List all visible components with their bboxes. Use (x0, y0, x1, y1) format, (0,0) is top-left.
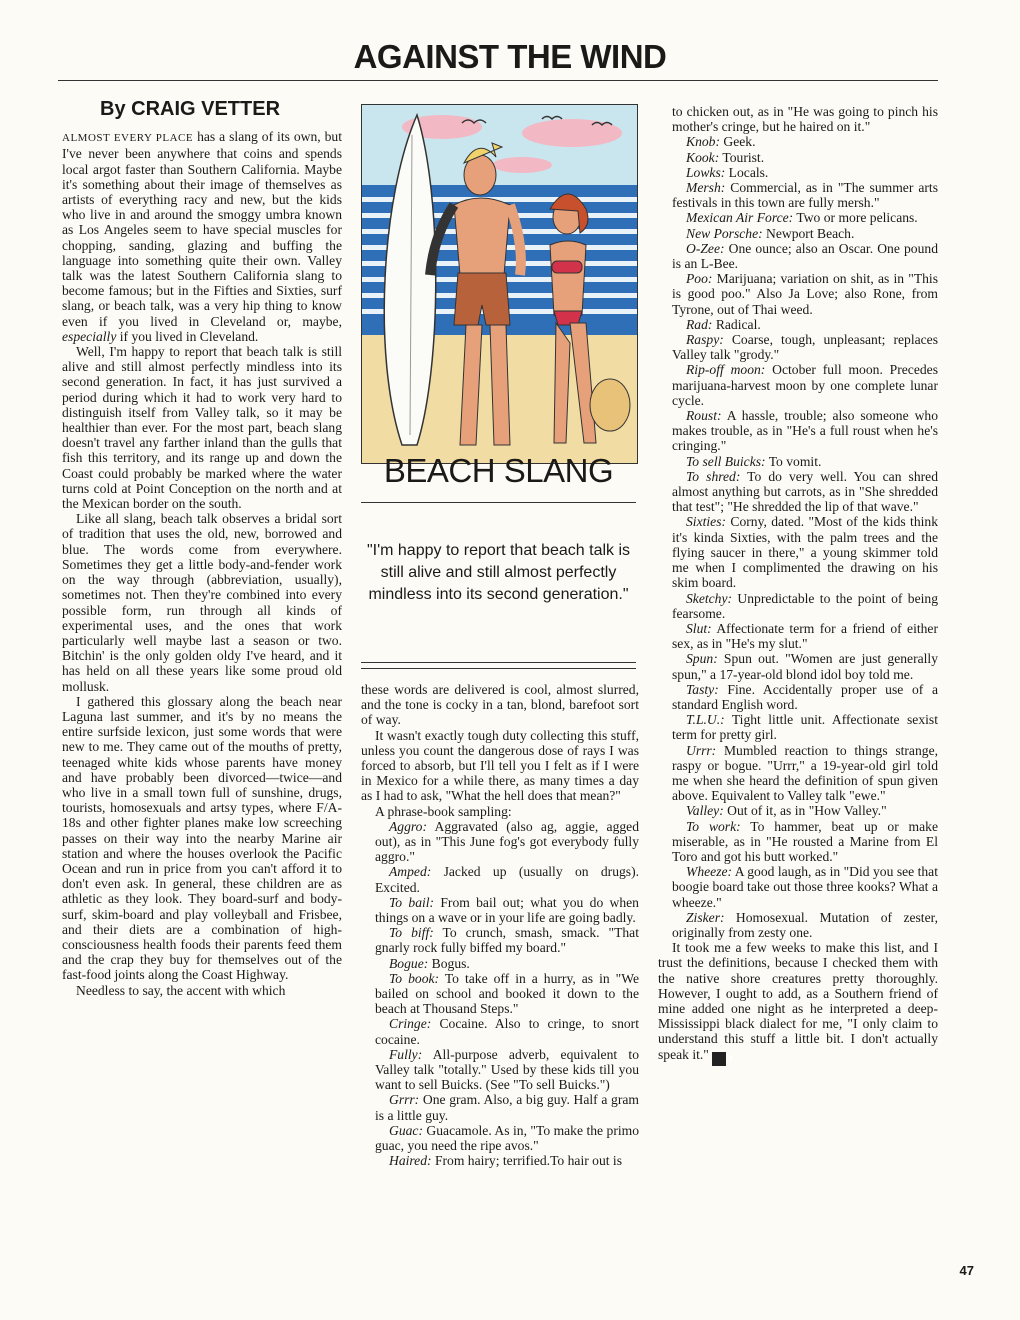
glossary-term: Slut: (686, 620, 712, 636)
glossary-definition: All-purpose adverb, equivalent to Valley talk "totally." Used by these kids till you want to sell Buicks. (See "To sell Buicks.") (375, 1046, 639, 1093)
emphasis: especially (62, 328, 117, 344)
glossary-term: To sell Buicks: (686, 453, 766, 469)
glossary-list (361, 819, 639, 1169)
glossary-term: Rad: (686, 316, 713, 332)
glossary-definition: October full moon. Precedes marijuana-harvest moon by one complete lunar cycle. (672, 362, 938, 408)
glossary-definition: Homosexual. Mutation of zester, originally from zesty one. (672, 909, 938, 940)
text: It took me a few weeks to make this list, and I trust the definitions, because I checked them with the native shore creatures pretty thoroughly. However, I ought to add, as a Southern friend of mine added one night as he interpreted a deep-Mississippi black dialect for me, "I only claim to understand this stuff a little bit. I don't actually speak it." (658, 940, 938, 1062)
section-rule (361, 502, 636, 503)
glossary-definition: A hassle, trouble; also someone who makes trouble, as in "He's a full roust when he's cringing." (672, 408, 938, 454)
paragraph (62, 129, 342, 344)
glossary-entry (658, 180, 938, 210)
glossary-definition: Commercial, as in "The summer arts festivals in this town are fully mersh." (672, 180, 938, 211)
glossary-definition: To vomit. (765, 453, 822, 469)
glossary-definition: From bail out; what you do when things on a wave or in your life are going badly. (375, 894, 639, 926)
glossary-entry (658, 864, 938, 910)
glossary-entry (658, 743, 938, 804)
glossary-term: To biff: (389, 925, 434, 941)
glossary-entry (361, 1092, 639, 1122)
glossary-definition: Marijuana; variation on shit, as in "This is good poo." Also Ja Love; also Rone, from Tyrone, out of Thai weed. (672, 271, 938, 317)
glossary-term: Kook: (686, 149, 720, 165)
glossary-entry (658, 134, 938, 149)
glossary-entry (361, 971, 639, 1017)
glossary-entry (658, 165, 938, 180)
glossary-entry (658, 621, 938, 651)
glossary-entry (658, 210, 938, 225)
text: has a slang of its own, but I've never been anywhere that coins and spends local argot faster than Southern California. Maybe it's something about their image of themselves as artists of everything racy and new, but the kids who live in and around the smoggy umbra known as Los Angeles seem to have special muscles for chopping, sanding, glazing and buffing the language into something quite their own. Valley talk was the latest Southern California slang to become famous; but in the Fifties and Sixties, surf slang, or beach talk, was a very hip thing to know even if you lived in Cleveland or, maybe, (62, 129, 342, 329)
glossary-definition: A good laugh, as in "Did you see that boogie board take out those three kooks? What a wheeze." (672, 864, 938, 910)
glossary-definition: Unpredictable to the point of being fearsome. (672, 590, 938, 621)
paragraph: I gathered this glossary along the beach near Laguna last summer, and it's by no means the entire surfside lexicon, just some words that were new to me. They came out of the mouths of pretty, teenaged white kids whose parents have money and have probably been divorced—twice—and who live in a small town full of sunshine, drugs, tourists, homosexuals and artsy types, where F/A-18s and other fighter planes make low screeching passes on their way into the nearby Marine air station and where the houses overlook the Pacific Ocean and run in price from you can't afford it to don't even ask. In general, these children are as athletic as they look. They board-surf and body-surf, skim-board and play volleyball and Frisbee, and their diets are a combination of high-consciousness health foods their parents feed them and the crap they buy for themselves out of the fast-food joints along the Coast Highway. (62, 693, 342, 983)
pull-quote-rule-2 (361, 668, 636, 669)
glossary-term: Zisker: (686, 909, 725, 925)
glossary-definition: To take off in a hurry, as in "We bailed on school and booked it down to the beach at Thousand Steps." (375, 970, 639, 1017)
glossary-term: Tasty: (686, 681, 719, 697)
glossary-term: Mexican Air Force: (686, 210, 794, 226)
glossary-term: Aggro: (389, 818, 428, 834)
glossary-entry (658, 819, 938, 865)
glossary-definition: Cocaine. Also to cringe, to snort cocaine. (375, 1016, 639, 1047)
glossary-definition: Corny, dated. "Most of the kids think it's kinda Sixties, with the palm trees and the flying saucer in there," a young skimmer told me when I complimented the drawing on his skim board. (672, 514, 938, 591)
glossary-term: Knob: (686, 134, 720, 150)
glossary-entry (658, 803, 938, 818)
glossary-term: To bail: (389, 894, 435, 910)
section-title: BEACH SLANG (383, 452, 614, 489)
glossary-definition: Geek. (719, 134, 756, 150)
glossary-entry (361, 819, 639, 865)
glossary-term: Rip-off moon: (686, 362, 766, 378)
paragraph: Well, I'm happy to report that beach talk is still alive and still almost perfectly mindless into its second generation. In fact, it has just survived a period during which it had to work very hard to distinguish itself from Valley talk, so it may be healthier than ever. For the most part, beach slang doesn't travel any farther inland than the gulls that fish this territory, and its range up and down the Coast could probably be marked where the water turns cold at Point Conception on the north and at the Mexican border on the south. (62, 344, 342, 512)
glossary-entry (361, 1123, 639, 1153)
glossary-term: Haired: (389, 1153, 432, 1169)
beach-illustration (361, 104, 638, 464)
paragraph: Like all slang, beach talk observes a bridal sort of tradition that uses the old, new, borrowed and blue. The words come from everywhere. Sometimes they get a little body-and-fender work on the way through (abbreviation, usually), sometimes not. Then they're combined into every possible form, run through all kinds of experimental uses, and the ones that work particularly well maybe last a season or two. Bitchin' is the only golden oldy I've heard, and it has held on all these years like some proud old mollusk. (62, 511, 342, 694)
glossary-definition: Guacamole. As in, "To make the primo guac, you need the ripe avos." (375, 1122, 639, 1154)
glossary-entry (658, 514, 938, 590)
glossary-term: Urrr: (686, 742, 717, 758)
paragraph: Needless to say, the accent with which (76, 982, 286, 998)
glossary-entry (361, 1016, 639, 1046)
paragraph: It wasn't exactly tough duty collecting this stuff, unless you count the dangerous dose of rays I was forced to absorb, but I'll tell you I felt as if I were in Mexico for a while there, as many times a day as I had to ask, "What the hell does that mean?" (361, 727, 639, 804)
glossary-entry (361, 864, 639, 894)
glossary-definition: Spun out. "Women are just generally spun," a 17-year-old blond idol boy told me. (672, 651, 938, 682)
glossary-entry (658, 150, 938, 165)
glossary-definition: One ounce; also an Oscar. One pound is an L-Bee. (672, 240, 938, 272)
glossary-list (658, 134, 938, 940)
headline-rule (58, 80, 938, 81)
glossary-definition: Bogus. (428, 955, 470, 971)
glossary-definition: Affectionate term for a friend of either sex, as in "He's my slut." (672, 620, 938, 652)
glossary-term: O-Zee: (686, 240, 725, 256)
column-3 (658, 104, 938, 1066)
glossary-entry (658, 469, 938, 515)
glossary-term: Guac: (389, 1122, 423, 1138)
glossary-term: Lowks: (686, 164, 726, 180)
glossary-entry (658, 332, 938, 362)
glossary-entry (658, 591, 938, 621)
beach-basket (590, 379, 630, 431)
glossary-term: Spun: (686, 651, 718, 667)
glossary-term: Cringe: (389, 1016, 432, 1032)
glossary-definition: Mumbled reaction to things strange, raspy or bogue. "Urrr," a 19-year-old girl told me when she heard the definition of spun given above. Equivalent to Valley talk "ewe." (672, 742, 938, 804)
glossary-term: Sketchy: (686, 590, 733, 606)
column-2 (361, 682, 639, 1169)
glossary-entry (658, 712, 938, 742)
glossary-term: Raspy: (686, 332, 724, 348)
glossary-term: Fully: (389, 1046, 423, 1062)
glossary-entry (658, 454, 938, 469)
paragraph: to chicken out, as in "He was going to pinch his mother's cringe, but he haired on it." (672, 104, 938, 135)
glossary-definition: Coarse, tough, unpleasant; replaces Valley talk "grody." (672, 332, 938, 363)
headline: AGAINST THE WIND (353, 38, 667, 75)
glossary-definition: Out of it, as in "How Valley." (723, 803, 887, 819)
glossary-entry (361, 956, 639, 971)
glossary-definition: To do very well. You can shred almost anything but carrots, as in "She shredded that test"; "He shredded the lip of that wave." (672, 468, 938, 515)
lead-in: ALMOST EVERY PLACE (62, 132, 194, 145)
glossary-entry (361, 925, 639, 955)
glossary-term: Roust: (686, 408, 722, 424)
glossary-entry (658, 651, 938, 681)
glossary-definition: To crunch, smash, smack. "That gnarly rock fully biffed my board." (375, 925, 639, 956)
glossary-entry (361, 1153, 639, 1168)
glossary-term: Mersh: (686, 180, 726, 196)
glossary-definition: Aggravated (also ag, aggie, agged out), as in "This June fog's got everybody fully aggro." (375, 818, 639, 865)
end-mark-icon: ✦ (712, 1052, 726, 1066)
column-1 (62, 98, 342, 998)
glossary-definition: Jacked up (usually on drugs). Excited. (375, 864, 639, 895)
glossary-entry (658, 362, 938, 408)
glossary-definition: Two or more pelicans. (793, 210, 918, 226)
glossary-entry (361, 1047, 639, 1093)
glossary-term: New Porsche: (686, 225, 763, 241)
glossary-term: Sixties: (686, 514, 727, 530)
paragraph: A phrase-book sampling: (375, 803, 512, 819)
glossary-definition: Newport Beach. (762, 225, 855, 241)
glossary-definition: Fine. Accidentally proper use of a standard English word. (672, 681, 938, 712)
page-number: 47 (959, 1263, 974, 1278)
glossary-term: Amped: (389, 864, 432, 880)
glossary-term: Poo: (686, 271, 713, 287)
glossary-term: To book: (389, 970, 440, 986)
pull-quote: "I'm happy to report that beach talk is still alive and still almost perfectly mindless into its second generation." (366, 542, 631, 603)
glossary-definition: To hammer, beat up or make miserable, as in "He rousted a Marine from El Toro and got his butt worked." (672, 818, 938, 864)
text: if you lived in Cleveland. (116, 328, 259, 344)
glossary-definition: Tight little unit. Affectionate sexist term for pretty girl. (672, 712, 938, 743)
pull-quote-rule-1 (361, 662, 636, 663)
beach-couple-drawing (362, 105, 637, 463)
glossary-term: Bogue: (389, 955, 429, 971)
glossary-entry (658, 682, 938, 712)
glossary-entry (658, 271, 938, 317)
paragraph: these words are delivered is cool, almost slurred, and the tone is cocky in a tan, blond, barefoot sort of way. (361, 682, 639, 728)
glossary-term: Grrr: (389, 1092, 420, 1108)
byline: By CRAIG VETTER (100, 98, 281, 120)
glossary-term: To work: (686, 818, 741, 834)
glossary-definition: Tourist. (719, 149, 765, 165)
glossary-entry (658, 408, 938, 454)
glossary-definition: Locals. (725, 164, 769, 180)
glossary-definition: From hairy; terrified.To hair out is (431, 1153, 622, 1169)
glossary-definition: Radical. (712, 316, 761, 332)
glossary-entry (658, 317, 938, 332)
glossary-entry (658, 226, 938, 241)
glossary-entry (658, 241, 938, 271)
glossary-definition: One gram. Also, a big guy. Half a gram is a little guy. (375, 1092, 639, 1123)
glossary-term: Wheeze: (686, 864, 733, 880)
glossary-term: Valley: (686, 803, 724, 819)
closing-paragraph (658, 940, 938, 1065)
glossary-term: To shred: (686, 468, 741, 484)
glossary-term: T.L.U.: (686, 712, 725, 728)
glossary-entry (361, 895, 639, 925)
glossary-entry (658, 910, 938, 940)
